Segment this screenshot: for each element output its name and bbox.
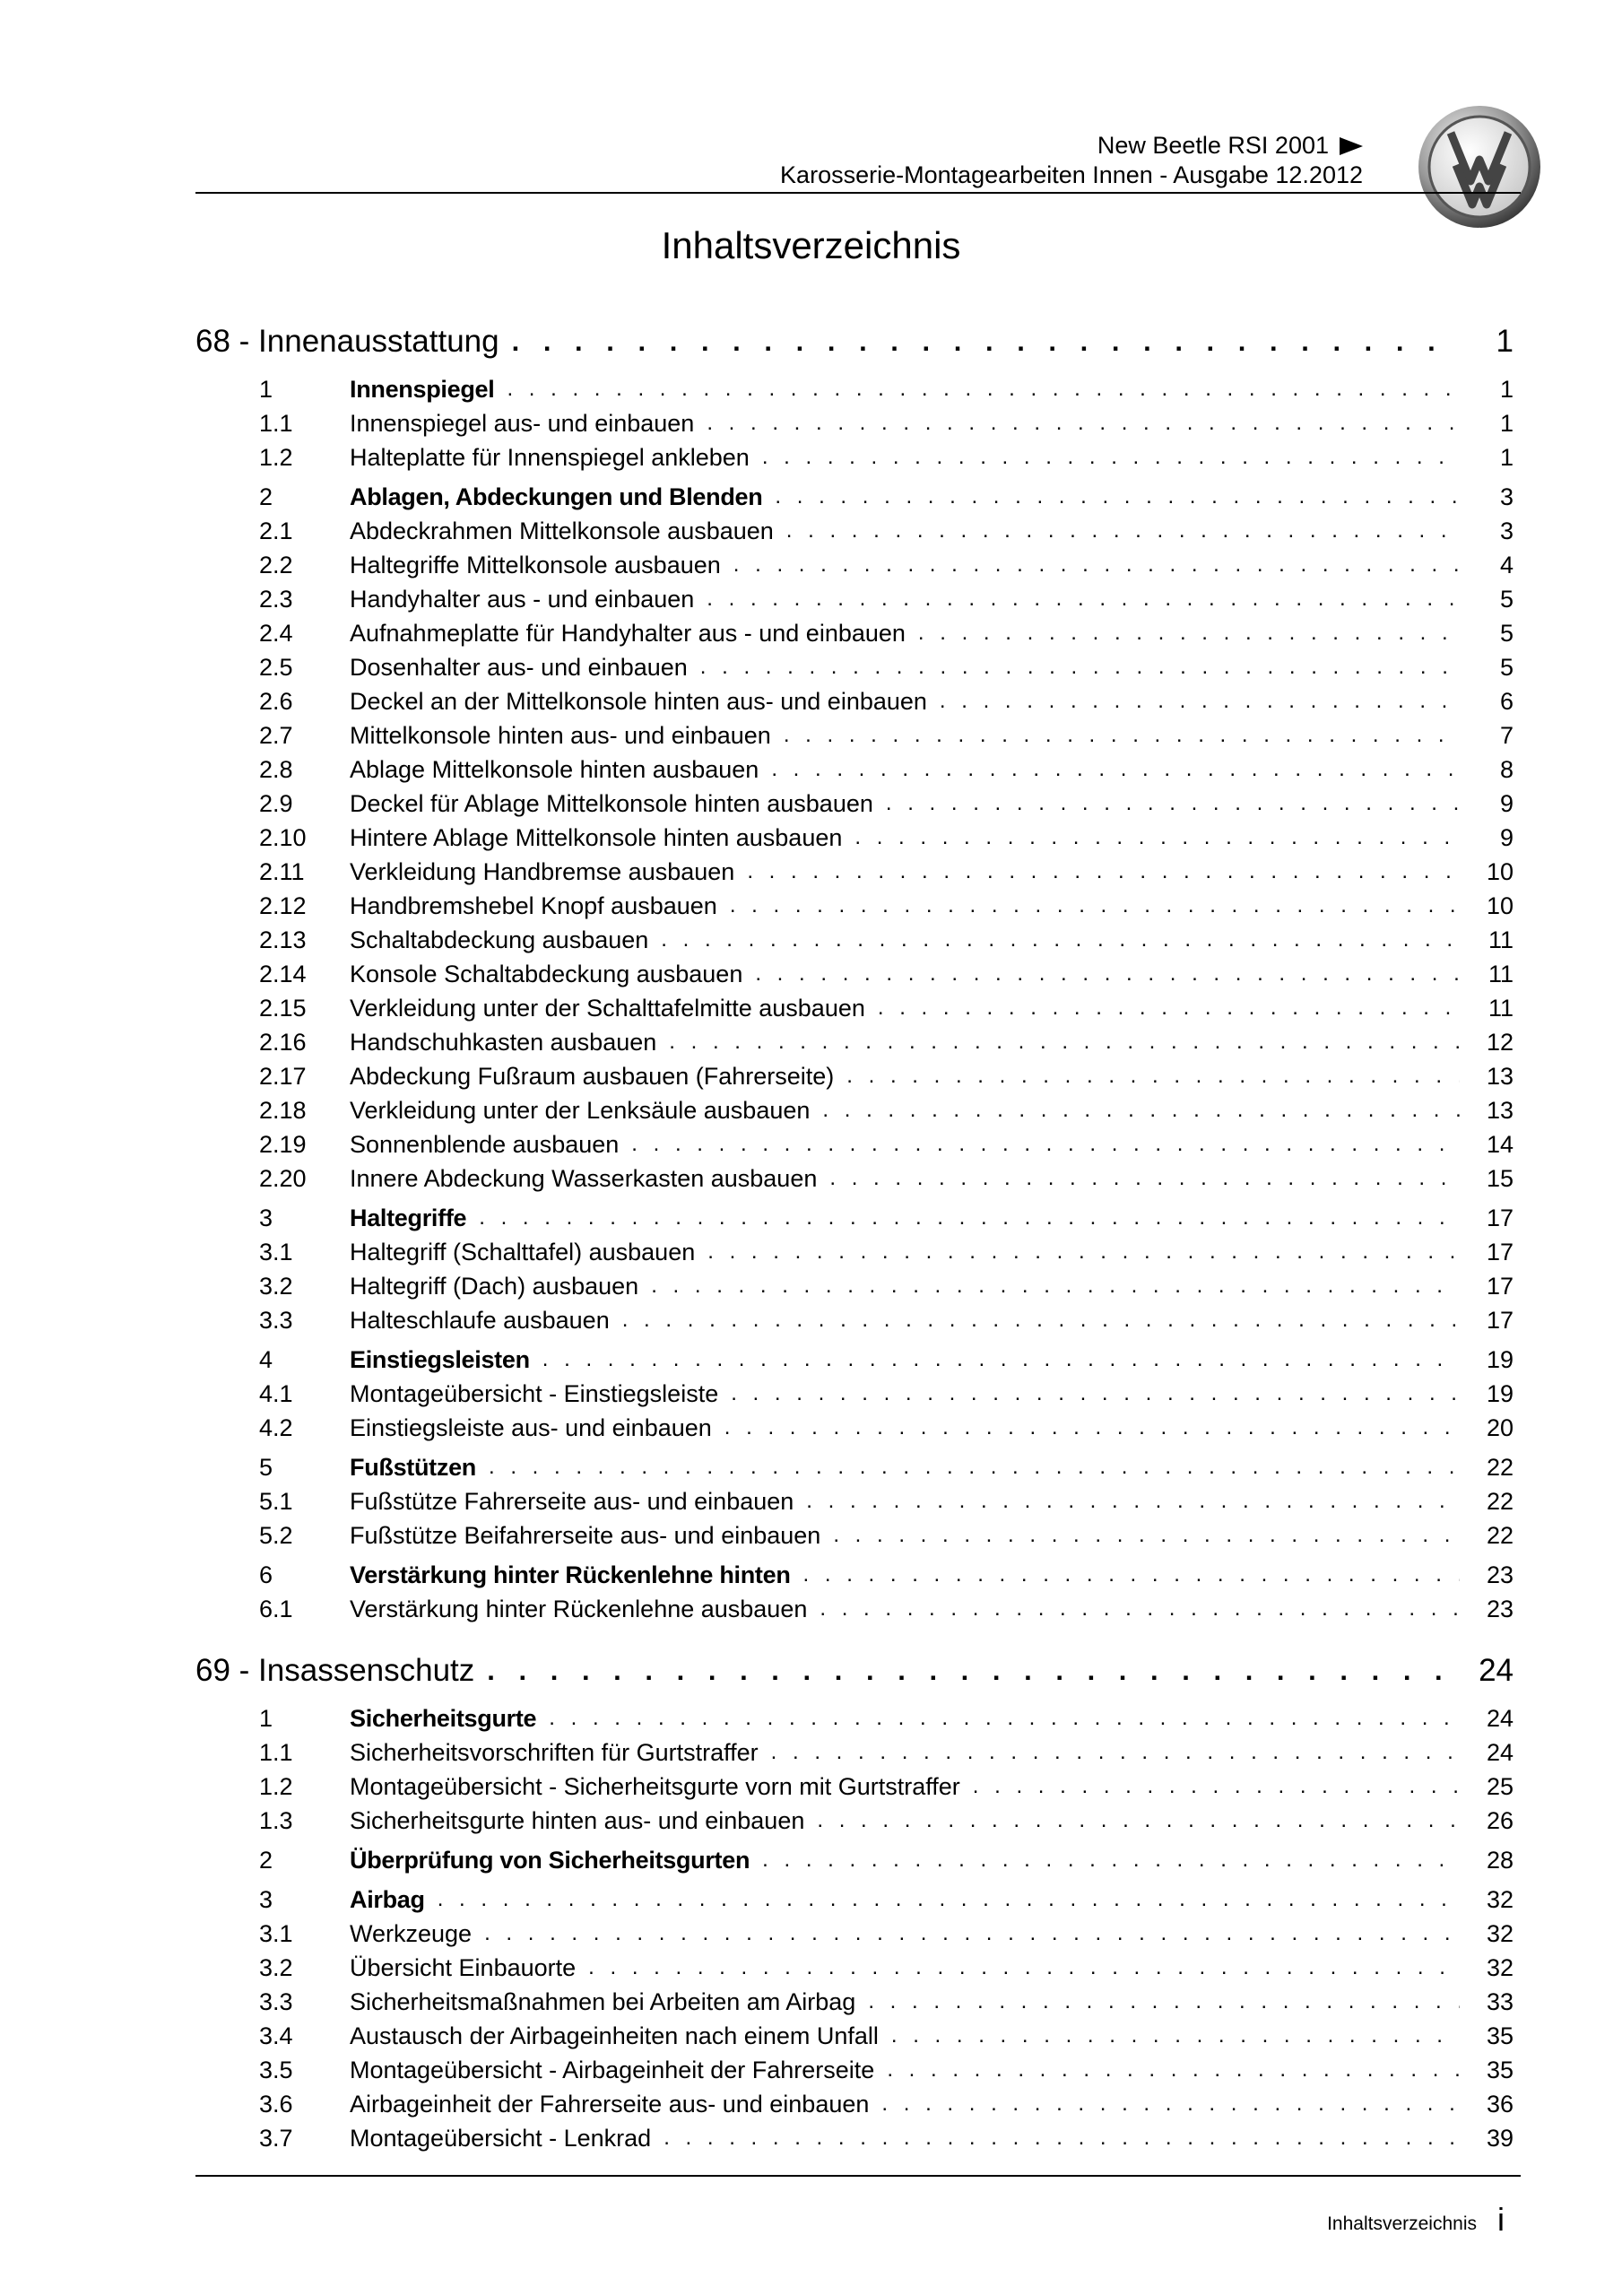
toc-number: 1.3 [259, 1806, 293, 1834]
toc-title: Verkleidung unter der Lenksäule ausbauen [350, 1096, 811, 1124]
toc-leader [854, 825, 1460, 850]
toc-number: 4 [259, 1345, 273, 1373]
toc-title: Sicherheitsgurte [350, 1704, 537, 1732]
toc-title: Hintere Ablage Mittelkonsole hinten ausbauen [350, 823, 843, 851]
toc-leader [664, 2126, 1460, 2151]
toc-page-number: 32 [1486, 1885, 1514, 1913]
toc-subsection[interactable] [195, 582, 1514, 616]
toc-page-number: 10 [1486, 891, 1514, 919]
toc-leader [762, 1848, 1460, 1873]
toc-leader [707, 1239, 1460, 1265]
toc-leader [940, 689, 1460, 714]
footer-rule [195, 2175, 1521, 2177]
toc-subsection[interactable] [195, 2019, 1514, 2053]
vw-logo-icon [1415, 102, 1544, 231]
toc-number: 3.1 [259, 1919, 293, 1947]
toc-number: 4.1 [259, 1379, 293, 1407]
toc-number: 4.2 [259, 1413, 293, 1441]
toc-leader [822, 1098, 1460, 1123]
toc-chapter[interactable] [195, 317, 1514, 367]
toc-leader [918, 621, 1460, 646]
toc-number: 2.15 [259, 994, 307, 1022]
page-title: Inhaltsverzeichnis [661, 224, 961, 266]
toc-subsection[interactable] [195, 1093, 1514, 1127]
toc-number: 2.6 [259, 687, 293, 715]
toc-leader [631, 1132, 1460, 1157]
toc-number: 2.14 [259, 960, 307, 987]
toc-number: 2.4 [259, 619, 293, 647]
toc-leader [669, 1030, 1460, 1055]
toc-section[interactable] [195, 1558, 1514, 1592]
toc-title: Innere Abdeckung Wasserkasten ausbauen [350, 1164, 818, 1192]
toc-number: 3.1 [259, 1238, 293, 1265]
toc-page-number: 1 [1499, 375, 1514, 403]
toc-leader [786, 518, 1460, 544]
toc-page-number: 12 [1486, 1028, 1514, 1056]
toc-page-number: 19 [1486, 1345, 1514, 1373]
toc-number: 2.7 [259, 721, 293, 749]
toc-page-number: 5 [1499, 619, 1514, 647]
toc-subsection[interactable] [195, 440, 1514, 474]
toc-page-number: 15 [1486, 1164, 1514, 1192]
toc-subsection[interactable] [195, 787, 1514, 821]
toc-number: 2.8 [259, 755, 293, 783]
toc-number: 2.19 [259, 1130, 307, 1158]
toc-page-number: 4 [1499, 551, 1514, 578]
toc-leader [707, 411, 1460, 436]
toc-leader [700, 655, 1460, 680]
toc-title: Übersicht Einbauorte [350, 1953, 577, 1981]
toc-leader [868, 1989, 1460, 2014]
logo-text: VW [1479, 228, 1480, 229]
toc-number: 2.11 [259, 857, 305, 885]
toc-page-number: 17 [1486, 1204, 1514, 1231]
toc-subsection[interactable] [195, 1059, 1514, 1093]
toc-section[interactable] [195, 372, 1514, 406]
toc-leader [878, 996, 1460, 1021]
toc-title: Verstärkung hinter Rückenlehne ausbauen [350, 1595, 808, 1622]
toc-leader [833, 1523, 1460, 1548]
toc-page-number: 17 [1486, 1238, 1514, 1265]
toc-number: 3.6 [259, 2090, 293, 2118]
toc-page-number: 3 [1499, 483, 1514, 510]
toc-leader [507, 377, 1460, 402]
toc-title: Handyhalter aus - und einbauen [350, 585, 695, 613]
toc-page-number: 9 [1499, 789, 1514, 817]
toc-page-number: 6 [1499, 687, 1514, 715]
toc-page-number: 39 [1486, 2124, 1514, 2152]
toc-number: 2.3 [259, 585, 293, 613]
toc-number: 5.2 [259, 1521, 293, 1549]
toc-title: Sicherheitsmaßnahmen bei Arbeiten am Airbag [350, 1987, 856, 2015]
toc-page-number: 1 [1499, 409, 1514, 437]
toc-number: 2 [259, 483, 273, 510]
toc-title: Deckel für Ablage Mittelkonsole hinten ausbauen [350, 789, 873, 817]
toc-leader [484, 1921, 1460, 1946]
toc-title: Haltegriffe Mittelkonsole ausbauen [350, 551, 721, 578]
toc-leader [622, 1308, 1460, 1333]
toc-number: 3.3 [259, 1306, 293, 1334]
toc-leader [771, 757, 1460, 782]
footer-page-number: i [1497, 2201, 1505, 2238]
toc-leader [762, 445, 1460, 470]
toc-subsection[interactable] [195, 1484, 1514, 1518]
toc-number: 2.9 [259, 789, 293, 817]
toc-title: Fußstütze Fahrerseite aus- und einbauen [350, 1487, 794, 1515]
toc-number: 2.17 [259, 1062, 307, 1090]
toc-page-number: 1 [1496, 324, 1514, 359]
toc-title: Konsole Schaltabdeckung ausbauen [350, 960, 743, 987]
arrow-right-icon [1340, 137, 1363, 155]
toc-number: 2.13 [259, 926, 307, 953]
toc-leader [755, 961, 1460, 987]
toc-leader [733, 552, 1460, 578]
toc-subsection[interactable] [195, 1269, 1514, 1303]
document-header [780, 131, 1363, 190]
toc-page-number: 17 [1486, 1306, 1514, 1334]
toc-page-number: 3 [1499, 517, 1514, 544]
toc-number: 3.3 [259, 1987, 293, 2015]
toc-title: Verkleidung unter der Schalttafelmitte ausbauen [350, 994, 865, 1022]
toc-page-number: 25 [1486, 1772, 1514, 1800]
toc-page-number: 36 [1486, 2090, 1514, 2118]
toc-title: Montageübersicht - Sicherheitsgurte vorn mit Gurtstraffer [350, 1772, 960, 1800]
toc-section[interactable] [195, 1843, 1514, 1877]
toc-title: Halteschlaufe ausbauen [350, 1306, 610, 1334]
toc-subsection[interactable] [195, 684, 1514, 718]
toc-subsection[interactable] [195, 991, 1514, 1025]
toc-number: 2.12 [259, 891, 307, 919]
toc-title: Handschuhkasten ausbauen [350, 1028, 657, 1056]
toc-title: Werkzeuge [350, 1919, 473, 1947]
toc-title: Airbag [350, 1885, 425, 1913]
toc-page-number: 35 [1486, 2056, 1514, 2083]
toc-number: 2.20 [259, 1164, 307, 1192]
toc-page-number: 11 [1488, 960, 1514, 987]
toc-title: Innenspiegel [350, 375, 495, 403]
toc-subsection[interactable] [195, 1377, 1514, 1411]
header-vehicle: New Beetle RSI 2001 [1097, 132, 1329, 159]
toc-number: 3.5 [259, 2056, 293, 2083]
toc-page-number: 1 [1499, 443, 1514, 471]
toc-title: Überprüfung von Sicherheitsgurten [350, 1846, 750, 1874]
toc-subsection[interactable] [195, 1235, 1514, 1269]
toc-number: 3 [259, 1204, 273, 1231]
toc-number: 6.1 [259, 1595, 293, 1622]
toc-subsection[interactable] [195, 1735, 1514, 1770]
toc-page-number: 20 [1486, 1413, 1514, 1441]
toc-title: Fußstützen [350, 1453, 476, 1481]
toc-title: Schaltabdeckung ausbauen [350, 926, 649, 953]
toc-title: Einstiegsleiste aus- und einbauen [350, 1413, 712, 1441]
table-of-contents [195, 315, 1514, 2155]
toc-leader [438, 1887, 1460, 1912]
toc-number: 6 [259, 1561, 273, 1588]
toc-number: 1 [259, 1704, 273, 1732]
toc-page-number: 11 [1488, 926, 1514, 953]
toc-number: 3 [259, 1885, 273, 1913]
toc-subsection[interactable] [195, 752, 1514, 787]
toc-page-number: 9 [1499, 823, 1514, 851]
toc-leader [661, 927, 1460, 952]
toc-section[interactable] [195, 1883, 1514, 1917]
toc-subsection[interactable] [195, 2053, 1514, 2087]
toc-page-number: 19 [1486, 1379, 1514, 1407]
toc-title: Austausch der Airbageinheiten nach einem Unfall [350, 2022, 879, 2049]
toc-title: Halteplatte für Innenspiegel ankleben [350, 443, 750, 471]
toc-title: Einstiegsleisten [350, 1345, 530, 1373]
toc-leader [512, 326, 1460, 358]
toc-number: 2.18 [259, 1096, 307, 1124]
toc-subsection[interactable] [195, 889, 1514, 923]
toc-title: Mittelkonsole hinten aus- und einbauen [350, 721, 771, 749]
toc-subsection[interactable] [195, 1518, 1514, 1552]
toc-title: Dosenhalter aus- und einbauen [350, 653, 688, 681]
toc-leader [887, 2057, 1460, 2083]
toc-section[interactable] [195, 480, 1514, 514]
toc-number: 1.2 [259, 443, 293, 471]
toc-section[interactable] [195, 1701, 1514, 1735]
toc-number: 1.1 [259, 409, 293, 437]
toc-page-number: 32 [1486, 1953, 1514, 1981]
toc-leader [651, 1274, 1460, 1299]
toc-title: Sicherheitsvorschriften für Gurtstraffer [350, 1738, 759, 1766]
toc-subsection[interactable] [195, 1025, 1514, 1059]
toc-leader [881, 2092, 1460, 2117]
toc-title: Abdeckung Fußraum ausbauen (Fahrerseite) [350, 1062, 835, 1090]
toc-page-number: 33 [1486, 1987, 1514, 2015]
toc-title: Innenspiegel aus- und einbauen [350, 409, 695, 437]
toc-subsection[interactable] [195, 1804, 1514, 1838]
toc-subsection[interactable] [195, 821, 1514, 855]
toc-title: Sicherheitsgurte hinten aus- und einbauen [350, 1806, 805, 1834]
toc-title: 69 - Insassenschutz [195, 1653, 475, 1688]
toc-number: 3.2 [259, 1953, 293, 1981]
toc-subsection[interactable] [195, 1592, 1514, 1626]
toc-subsection[interactable] [195, 616, 1514, 650]
toc-leader [731, 1381, 1460, 1406]
header-rule [195, 192, 1521, 194]
toc-page-number: 26 [1486, 1806, 1514, 1834]
toc-page-number: 35 [1486, 2022, 1514, 2049]
toc-page-number: 28 [1486, 1846, 1514, 1874]
toc-title: Haltegriff (Dach) ausbauen [350, 1272, 639, 1300]
toc-subsection[interactable] [195, 548, 1514, 582]
header-vehicle-line [780, 131, 1363, 161]
toc-leader [588, 1955, 1460, 1980]
toc-page-number: 23 [1486, 1595, 1514, 1622]
toc-subsection[interactable] [195, 1770, 1514, 1804]
toc-leader [747, 859, 1460, 884]
toc-subsection[interactable] [195, 1951, 1514, 1985]
toc-subsection[interactable] [195, 1303, 1514, 1337]
toc-page-number: 13 [1486, 1096, 1514, 1124]
toc-leader [829, 1166, 1460, 1191]
toc-chapter[interactable] [195, 1646, 1514, 1696]
toc-leader [803, 1562, 1460, 1587]
toc-title: Sonnenblende ausbauen [350, 1130, 620, 1158]
toc-leader [973, 1774, 1460, 1799]
toc-leader [891, 2023, 1460, 2048]
toc-page-number: 24 [1486, 1704, 1514, 1732]
toc-subsection[interactable] [195, 1917, 1514, 1951]
toc-title: Deckel an der Mittelkonsole hinten aus- und einbauen [350, 687, 927, 715]
toc-leader [479, 1205, 1460, 1231]
toc-page-number: 14 [1486, 1130, 1514, 1158]
toc-subsection[interactable] [195, 2121, 1514, 2155]
toc-number: 1 [259, 375, 273, 403]
toc-page-number: 22 [1486, 1521, 1514, 1549]
toc-title: Verstärkung hinter Rückenlehne hinten [350, 1561, 791, 1588]
toc-title: Verkleidung Handbremse ausbauen [350, 857, 735, 885]
toc-leader [886, 791, 1460, 816]
toc-subsection[interactable] [195, 1985, 1514, 2019]
toc-subsection[interactable] [195, 406, 1514, 440]
toc-title: Fußstütze Beifahrerseite aus- und einbauen [350, 1521, 821, 1549]
toc-page-number: 22 [1486, 1453, 1514, 1481]
toc-number: 1.2 [259, 1772, 293, 1800]
toc-number: 2.10 [259, 823, 307, 851]
toc-leader [489, 1455, 1460, 1480]
toc-leader [784, 723, 1460, 748]
toc-page-number: 13 [1486, 1062, 1514, 1090]
header-edition: Karosserie-Montagearbeiten Innen - Ausgabe 12.2012 [780, 161, 1363, 188]
toc-title: Montageübersicht - Airbageinheit der Fahrerseite [350, 2056, 875, 2083]
toc-number: 3.2 [259, 1272, 293, 1300]
toc-subsection[interactable] [195, 650, 1514, 684]
toc-page-number: 22 [1486, 1487, 1514, 1515]
toc-number: 2.2 [259, 551, 293, 578]
toc-page-number: 32 [1486, 1919, 1514, 1947]
toc-page-number: 5 [1499, 585, 1514, 613]
toc-section[interactable] [195, 1343, 1514, 1377]
toc-leader [549, 1706, 1460, 1731]
toc-number: 5 [259, 1453, 273, 1481]
toc-subsection[interactable] [195, 2087, 1514, 2121]
toc-title: Montageübersicht - Lenkrad [350, 2124, 652, 2152]
toc-title: Ablage Mittelkonsole hinten ausbauen [350, 755, 759, 783]
toc-number: 2.16 [259, 1028, 307, 1056]
toc-number: 3.7 [259, 2124, 293, 2152]
toc-page-number: 24 [1486, 1738, 1514, 1766]
toc-subsection[interactable] [195, 1127, 1514, 1161]
toc-leader [775, 484, 1460, 509]
toc-title: Haltegriffe [350, 1204, 467, 1231]
toc-subsection[interactable] [195, 957, 1514, 991]
toc-page-number: 24 [1479, 1653, 1514, 1688]
toc-number: 2.1 [259, 517, 293, 544]
toc-number: 1.1 [259, 1738, 293, 1766]
toc-number: 3.4 [259, 2022, 293, 2049]
toc-title: Handbremshebel Knopf ausbauen [350, 891, 717, 919]
footer-label: Inhaltsverzeichnis [1327, 2213, 1477, 2234]
toc-subsection[interactable] [195, 718, 1514, 752]
toc-leader [724, 1415, 1460, 1440]
toc-page-number: 5 [1499, 653, 1514, 681]
toc-leader [707, 587, 1460, 612]
toc-leader [817, 1808, 1460, 1833]
toc-title: Aufnahmeplatte für Handyhalter aus - und einbauen [350, 619, 906, 647]
toc-section[interactable] [195, 1201, 1514, 1235]
toc-title: Haltegriff (Schalttafel) ausbauen [350, 1238, 696, 1265]
toc-page-number: 17 [1486, 1272, 1514, 1300]
toc-leader [487, 1655, 1460, 1687]
toc-leader [771, 1740, 1460, 1765]
toc-leader [820, 1596, 1460, 1622]
toc-page-number: 23 [1486, 1561, 1514, 1588]
toc-subsection[interactable] [195, 1161, 1514, 1196]
toc-leader [542, 1347, 1460, 1372]
toc-subsection[interactable] [195, 514, 1514, 548]
toc-section[interactable] [195, 1450, 1514, 1484]
toc-number: 2 [259, 1846, 273, 1874]
toc-page-number: 10 [1486, 857, 1514, 885]
toc-title: Ablagen, Abdeckungen und Blenden [350, 483, 763, 510]
toc-subsection[interactable] [195, 1411, 1514, 1445]
toc-page-number: 7 [1499, 721, 1514, 749]
toc-page-number: 11 [1488, 994, 1514, 1022]
toc-leader [806, 1489, 1460, 1514]
toc-title: Airbageinheit der Fahrerseite aus- und einbauen [350, 2090, 870, 2118]
toc-title: 68 - Innenausstattung [195, 324, 499, 359]
toc-subsection[interactable] [195, 855, 1514, 889]
toc-subsection[interactable] [195, 923, 1514, 957]
toc-title: Montageübersicht - Einstiegsleiste [350, 1379, 719, 1407]
toc-page-number: 8 [1499, 755, 1514, 783]
toc-leader [846, 1064, 1460, 1089]
toc-leader [730, 893, 1460, 918]
toc-number: 5.1 [259, 1487, 293, 1515]
toc-title: Abdeckrahmen Mittelkonsole ausbauen [350, 517, 774, 544]
toc-number: 2.5 [259, 653, 293, 681]
